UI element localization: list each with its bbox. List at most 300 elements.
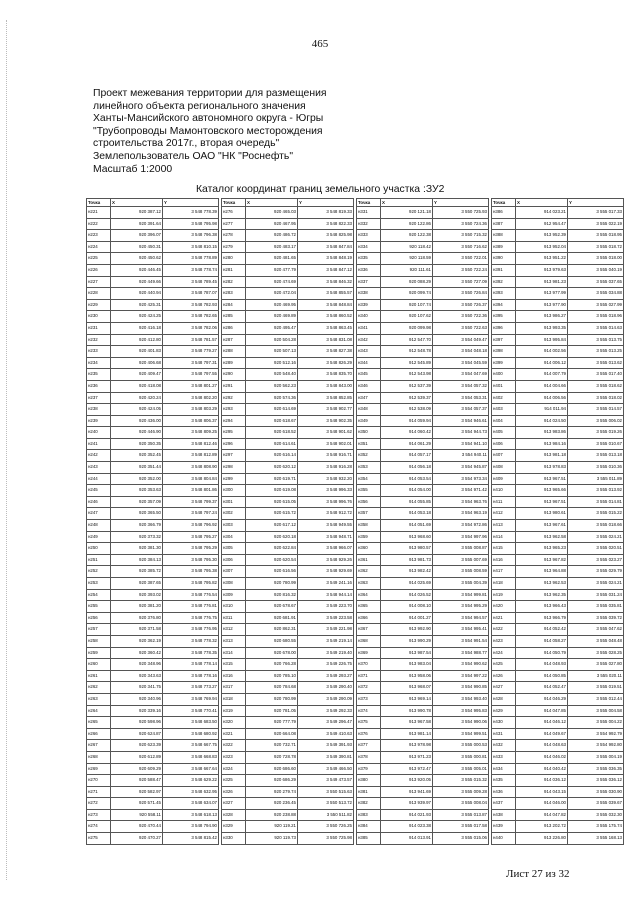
cell-y: 3 548 796.92 xyxy=(163,520,219,532)
cell-y: 3 550 726.84 xyxy=(433,288,489,300)
table-row xyxy=(492,357,624,369)
table-row xyxy=(357,728,489,740)
cell-y: 3 548 801.27 xyxy=(163,380,219,392)
table-row xyxy=(492,473,624,485)
cell-point-id: н400 xyxy=(492,369,516,381)
table-header-row xyxy=(357,199,489,207)
cell-x: 920 609.29 xyxy=(111,763,163,775)
cell-point-id: н312 xyxy=(222,624,246,636)
cell-point-id: н391 xyxy=(492,264,516,276)
cell-point-id: н335 xyxy=(357,253,381,265)
table-row xyxy=(357,438,489,450)
cell-point-id: н362 xyxy=(357,566,381,578)
cell-x: 913 971.23 xyxy=(381,751,433,763)
cell-point-id: н336 xyxy=(357,264,381,276)
cell-y: 3 548 812.46 xyxy=(163,438,219,450)
table-row xyxy=(87,357,219,369)
cell-point-id: н345 xyxy=(357,369,381,381)
table-row xyxy=(222,635,354,647)
cell-y: 3 555 013.92 xyxy=(568,485,624,497)
cell-x: 913 941.69 xyxy=(381,786,433,798)
cell-x: 920 107.62 xyxy=(381,311,433,323)
cell-point-id: н387 xyxy=(492,218,516,230)
table-row xyxy=(492,566,624,578)
cell-y: 3 555 036.12 xyxy=(568,775,624,787)
cell-point-id: н367 xyxy=(357,624,381,636)
table-row xyxy=(222,207,354,219)
table-row xyxy=(492,635,624,647)
table-row xyxy=(357,485,489,497)
cell-y: 3 548 901.62 xyxy=(298,427,354,439)
cell-y: 3 548 632.95 xyxy=(163,786,219,798)
cell-point-id: н390 xyxy=(492,253,516,265)
cell-y: 3 555 008.59 xyxy=(433,566,489,578)
cell-y: 3 555 019.26 xyxy=(568,427,624,439)
cell-y: 3 555 018.02 xyxy=(568,392,624,404)
cell-y: 3 554 992.80 xyxy=(568,740,624,752)
cell-y: 3 554 997.22 xyxy=(433,670,489,682)
table-row xyxy=(87,276,219,288)
cell-point-id: н252 xyxy=(87,566,111,578)
cell-x: 913 967.61 xyxy=(516,520,568,532)
table-row xyxy=(492,508,624,520)
cell-x: 920 622.84 xyxy=(246,543,298,555)
cell-y: 3 555 024.21 xyxy=(568,578,624,590)
table-row xyxy=(357,508,489,520)
cell-y: 3 555 011.89 xyxy=(568,473,624,485)
cell-y: 3 548 847.84 xyxy=(298,241,354,253)
table-row xyxy=(492,485,624,497)
table-row xyxy=(357,821,489,833)
cell-point-id: н346 xyxy=(357,380,381,392)
cell-y: 3 548 797.24 xyxy=(163,508,219,520)
cell-x: 914 048.63 xyxy=(516,740,568,752)
table-row xyxy=(492,218,624,230)
cell-point-id: н361 xyxy=(357,554,381,566)
cell-x: 914 046.02 xyxy=(516,751,568,763)
table-row xyxy=(222,751,354,763)
table-row xyxy=(492,427,624,439)
table-row xyxy=(222,496,354,508)
cell-x: 920 619.71 xyxy=(246,473,298,485)
table-row xyxy=(87,334,219,346)
cell-y: 3 555 014.81 xyxy=(568,496,624,508)
table-row xyxy=(87,369,219,381)
table-row xyxy=(357,647,489,659)
cell-y: 3 554 990.85 xyxy=(433,682,489,694)
table-row xyxy=(222,717,354,729)
cell-y: 3 554 972.86 xyxy=(433,520,489,532)
cell-y: 3 555 018.96 xyxy=(568,311,624,323)
cell-y: 3 548 782.06 xyxy=(163,322,219,334)
cell-point-id: н249 xyxy=(87,531,111,543)
cell-point-id: н436 xyxy=(492,786,516,798)
table-row xyxy=(357,462,489,474)
cell-x: 920 470.44 xyxy=(111,821,163,833)
cell-y: 3 549 390.81 xyxy=(298,751,354,763)
cell-point-id: н247 xyxy=(87,508,111,520)
cell-y: 3 548 778.39 xyxy=(163,207,219,219)
cell-point-id: н373 xyxy=(357,693,381,705)
table-row xyxy=(357,612,489,624)
table-row xyxy=(492,751,624,763)
cell-point-id: н413 xyxy=(492,520,516,532)
cell-point-id: н248 xyxy=(87,520,111,532)
cell-point-id: н341 xyxy=(357,322,381,334)
cell-x: 920 119.21 xyxy=(246,821,298,833)
cell-point-id: н239 xyxy=(87,415,111,427)
table-row xyxy=(492,531,624,543)
table-row xyxy=(492,415,624,427)
cell-point-id: н244 xyxy=(87,473,111,485)
cell-point-id: н423 xyxy=(492,635,516,647)
cell-x: 920 495.47 xyxy=(246,322,298,334)
cell-y: 3 555 013.25 xyxy=(568,346,624,358)
cell-y: 3 548 815.42 xyxy=(163,833,219,845)
cell-point-id: н383 xyxy=(357,809,381,821)
cell-x: 920 664.08 xyxy=(246,728,298,740)
table-row xyxy=(87,496,219,508)
cell-y: 3 555 005.01 xyxy=(433,763,489,775)
table-row xyxy=(87,624,219,636)
cell-y: 3 548 860.52 xyxy=(298,311,354,323)
table-row xyxy=(87,404,219,416)
cell-y: 3 548 804.84 xyxy=(163,473,219,485)
cell-point-id: н261 xyxy=(87,670,111,682)
cell-point-id: н313 xyxy=(222,635,246,647)
cell-point-id: н276 xyxy=(222,207,246,219)
cell-y: 3 548 855.57 xyxy=(298,288,354,300)
table-row xyxy=(222,392,354,404)
cell-y: 3 548 929.26 xyxy=(298,554,354,566)
cell-y: 3 555 000.53 xyxy=(433,740,489,752)
cell-x: 920 588.47 xyxy=(111,775,163,787)
cell-point-id: н269 xyxy=(87,763,111,775)
table-row xyxy=(357,415,489,427)
table-row xyxy=(222,682,354,694)
cell-point-id: н380 xyxy=(357,775,381,787)
project-title xyxy=(93,88,513,176)
cell-x: 914 036.12 xyxy=(516,775,568,787)
cell-y: 3 548 847.12 xyxy=(298,264,354,276)
cell-x: 920 562.23 xyxy=(246,380,298,392)
cell-point-id: н225 xyxy=(87,253,111,265)
cell-x: 920 373.32 xyxy=(111,531,163,543)
cell-y: 3 548 778.35 xyxy=(163,647,219,659)
table-row xyxy=(357,404,489,416)
cell-y: 3 550 722.63 xyxy=(433,322,489,334)
cell-point-id: н410 xyxy=(492,485,516,497)
table-row xyxy=(357,775,489,787)
cell-y: 3 548 835.70 xyxy=(298,369,354,381)
cell-x: 914 051.69 xyxy=(381,520,433,532)
cell-point-id: н414 xyxy=(492,531,516,543)
table-row xyxy=(357,473,489,485)
table-row xyxy=(87,415,219,427)
cell-point-id: н293 xyxy=(222,404,246,416)
coordinate-table xyxy=(356,198,489,845)
table-row xyxy=(87,543,219,555)
header-point: Точка xyxy=(87,199,111,207)
table-row xyxy=(357,833,489,845)
table-row xyxy=(222,357,354,369)
table-row xyxy=(87,705,219,717)
cell-y: 3 554 995.29 xyxy=(433,601,489,613)
table-row xyxy=(492,392,624,404)
cell-y: 3 554 991.54 xyxy=(433,635,489,647)
cell-y: 3 554 946.61 xyxy=(433,415,489,427)
cell-point-id: н314 xyxy=(222,647,246,659)
table-row xyxy=(87,508,219,520)
cell-x: 913 977.99 xyxy=(516,288,568,300)
cell-x: 920 449.66 xyxy=(111,276,163,288)
table-row xyxy=(492,334,624,346)
table-row xyxy=(492,693,624,705)
cell-x: 920 616.56 xyxy=(246,566,298,578)
cell-y: 3 548 929.69 xyxy=(298,566,354,578)
cell-y: 3 548 782.93 xyxy=(163,299,219,311)
cell-point-id: н411 xyxy=(492,496,516,508)
cell-y: 3 550 726.37 xyxy=(433,299,489,311)
table-row xyxy=(492,740,624,752)
cell-x: 920 425.31 xyxy=(111,299,163,311)
cell-point-id: н419 xyxy=(492,589,516,601)
cell-y: 3 554 049.47 xyxy=(433,334,489,346)
cell-x: 914 001.27 xyxy=(381,612,433,624)
cell-y: 3 554 945.87 xyxy=(433,462,489,474)
table-row xyxy=(222,647,354,659)
table-row xyxy=(87,230,219,242)
cell-point-id: н409 xyxy=(492,473,516,485)
cell-point-id: н263 xyxy=(87,693,111,705)
table-row xyxy=(87,264,219,276)
table-row xyxy=(357,740,489,752)
cell-y: 3 548 795.30 xyxy=(163,554,219,566)
cell-point-id: н258 xyxy=(87,635,111,647)
cell-point-id: н264 xyxy=(87,705,111,717)
cell-x: 920 122.38 xyxy=(381,230,433,242)
cell-x: 913 952.39 xyxy=(516,230,568,242)
cell-x: 913 984.16 xyxy=(516,438,568,450)
cell-x: 920 472.04 xyxy=(246,288,298,300)
table-row xyxy=(87,554,219,566)
cell-point-id: н381 xyxy=(357,786,381,798)
table-row xyxy=(222,462,354,474)
cell-y: 3 548 826.29 xyxy=(298,357,354,369)
table-row xyxy=(357,230,489,242)
cell-point-id: н426 xyxy=(492,670,516,682)
cell-x: 912 548.78 xyxy=(381,346,433,358)
cell-point-id: н295 xyxy=(222,427,246,439)
table-row xyxy=(492,809,624,821)
cell-x: 920 548.40 xyxy=(246,369,298,381)
table-row xyxy=(222,728,354,740)
table-row xyxy=(87,659,219,671)
cell-point-id: н438 xyxy=(492,809,516,821)
table-row xyxy=(357,520,489,532)
table-row xyxy=(492,821,624,833)
cell-point-id: н297 xyxy=(222,450,246,462)
table-row xyxy=(87,833,219,845)
cell-y: 3 555 018.66 xyxy=(568,520,624,532)
table-row xyxy=(357,589,489,601)
table-row xyxy=(87,578,219,590)
table-row xyxy=(222,253,354,265)
cell-point-id: н351 xyxy=(357,438,381,450)
cell-point-id: н366 xyxy=(357,612,381,624)
coordinate-table xyxy=(221,198,354,845)
cell-x: 914 053.18 xyxy=(381,508,433,520)
table-row xyxy=(222,786,354,798)
cell-x: 920 467.95 xyxy=(246,218,298,230)
cell-point-id: н431 xyxy=(492,728,516,740)
cell-point-id: н298 xyxy=(222,462,246,474)
cell-x: 920 446.90 xyxy=(111,427,163,439)
cell-point-id: н242 xyxy=(87,450,111,462)
table-row xyxy=(87,322,219,334)
cell-x: 920 118.59 xyxy=(381,253,433,265)
cell-x: 920 450.31 xyxy=(111,241,163,253)
cell-y: 3 548 795.27 xyxy=(163,531,219,543)
cell-x: 914 024.50 xyxy=(516,415,568,427)
cell-x: 920 236.45 xyxy=(246,798,298,810)
cell-point-id: н254 xyxy=(87,589,111,601)
cell-point-id: н281 xyxy=(222,264,246,276)
cell-x: 920 350.35 xyxy=(111,438,163,450)
cell-x: 920 401.83 xyxy=(111,346,163,358)
cell-x: 920 424.25 xyxy=(111,311,163,323)
cell-point-id: н375 xyxy=(357,717,381,729)
cell-y: 3 548 782.65 xyxy=(163,311,219,323)
cell-point-id: н259 xyxy=(87,647,111,659)
cell-y: 3 548 668.83 xyxy=(163,751,219,763)
cell-x: 920 424.05 xyxy=(111,404,163,416)
cell-x: 913 981.14 xyxy=(381,728,433,740)
cell-x: 913 966.43 xyxy=(516,601,568,613)
cell-x: 913 202.72 xyxy=(516,821,568,833)
table-row xyxy=(357,334,489,346)
cell-y: 3 548 944.14 xyxy=(298,589,354,601)
cell-y: 3 548 831.08 xyxy=(298,334,354,346)
cell-point-id: н417 xyxy=(492,566,516,578)
cell-point-id: н339 xyxy=(357,299,381,311)
table-row xyxy=(87,740,219,752)
cell-x: 914 049.67 xyxy=(516,728,568,740)
cell-x: 914 056.18 xyxy=(381,462,433,474)
cell-point-id: н407 xyxy=(492,450,516,462)
table-row xyxy=(87,821,219,833)
cell-y: 3 548 799.37 xyxy=(163,496,219,508)
cell-point-id: н273 xyxy=(87,809,111,821)
cell-y: 3 555 010.36 xyxy=(568,462,624,474)
cell-point-id: н256 xyxy=(87,612,111,624)
cell-point-id: н394 xyxy=(492,299,516,311)
cell-point-id: н412 xyxy=(492,508,516,520)
cell-y: 3 548 902.35 xyxy=(298,415,354,427)
table-row xyxy=(87,601,219,613)
cell-y: 3 555 030.90 xyxy=(568,786,624,798)
cell-point-id: н342 xyxy=(357,334,381,346)
table-header-row xyxy=(492,199,624,207)
cell-y: 3 555 031.24 xyxy=(568,589,624,601)
coordinate-table xyxy=(86,198,219,845)
table-row xyxy=(222,415,354,427)
cell-y: 3 555 018.00 xyxy=(568,253,624,265)
table-row xyxy=(492,612,624,624)
cell-y: 3 554 057.37 xyxy=(433,404,489,416)
cell-y: 3 548 848.84 xyxy=(298,299,354,311)
cell-point-id: н299 xyxy=(222,473,246,485)
cell-x: 914 055.85 xyxy=(381,496,433,508)
cell-point-id: н255 xyxy=(87,601,111,613)
cell-x: 913 992.90 xyxy=(381,624,433,636)
cell-y: 3 550 724.36 xyxy=(433,218,489,230)
table-row xyxy=(492,833,624,845)
cell-point-id: н388 xyxy=(492,230,516,242)
table-row xyxy=(222,404,354,416)
table-row xyxy=(87,728,219,740)
cell-x: 913 965.23 xyxy=(516,543,568,555)
table-header-row xyxy=(222,199,354,207)
cell-point-id: н233 xyxy=(87,346,111,358)
cell-y: 3 555 018.62 xyxy=(568,380,624,392)
cell-x: 920 504.28 xyxy=(246,334,298,346)
cell-x: 912 538.09 xyxy=(381,404,433,416)
cell-point-id: н348 xyxy=(357,404,381,416)
table-row xyxy=(87,693,219,705)
cell-point-id: н266 xyxy=(87,728,111,740)
cell-point-id: н318 xyxy=(222,693,246,705)
cell-point-id: н234 xyxy=(87,357,111,369)
cell-point-id: н360 xyxy=(357,543,381,555)
table-row xyxy=(357,809,489,821)
cell-x: 914 052.47 xyxy=(516,682,568,694)
cell-point-id: н364 xyxy=(357,589,381,601)
cell-x: 920 362.19 xyxy=(111,635,163,647)
cell-y: 3 555 004.58 xyxy=(568,705,624,717)
table-row xyxy=(222,693,354,705)
table-row xyxy=(357,311,489,323)
cell-x: 920 107.74 xyxy=(381,299,433,311)
table-row xyxy=(492,369,624,381)
cell-y: 3 548 795.38 xyxy=(163,566,219,578)
cell-x: 920 385.72 xyxy=(111,566,163,578)
cell-y: 3 550 513.72 xyxy=(298,798,354,810)
cell-x: 920 352.45 xyxy=(111,450,163,462)
cell-y: 3 554 053.31 xyxy=(433,392,489,404)
table-row xyxy=(222,775,354,787)
cell-y: 3 548 778.89 xyxy=(163,253,219,265)
cell-y: 3 555 032.30 xyxy=(568,809,624,821)
cell-y: 3 550 726.25 xyxy=(298,821,354,833)
cell-x: 920 598.96 xyxy=(111,717,163,729)
header-y: Y xyxy=(568,199,624,207)
table-row xyxy=(357,392,489,404)
cell-x: 920 785.10 xyxy=(246,670,298,682)
cell-y: 3 548 618.13 xyxy=(163,809,219,821)
cell-point-id: н435 xyxy=(492,775,516,787)
cell-x: 920 111.61 xyxy=(381,264,433,276)
cell-x: 913 920.05 xyxy=(381,775,433,787)
cell-point-id: н333 xyxy=(357,230,381,242)
cell-x: 913 967.51 xyxy=(516,496,568,508)
cell-point-id: н347 xyxy=(357,392,381,404)
cell-point-id: н330 xyxy=(222,833,246,845)
cell-point-id: н265 xyxy=(87,717,111,729)
table-row xyxy=(222,589,354,601)
cell-x: 914 050.85 xyxy=(516,670,568,682)
cell-y: 3 555 013.62 xyxy=(568,357,624,369)
